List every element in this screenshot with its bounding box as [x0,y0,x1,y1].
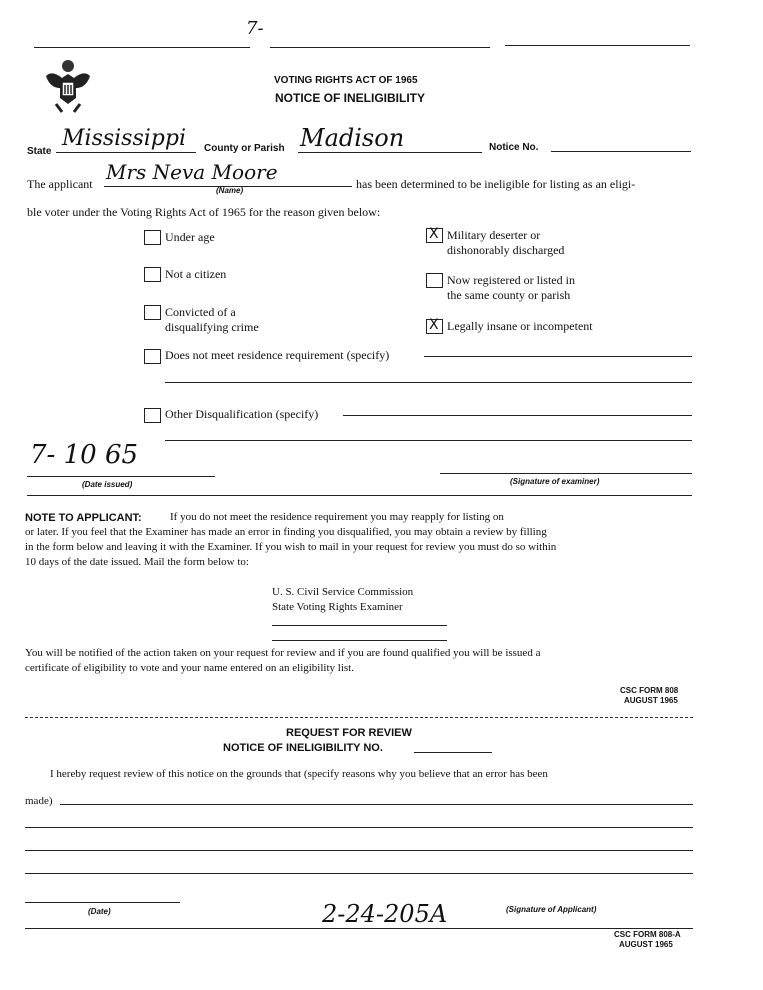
applicant-value: Mrs Neva Moore [106,160,278,184]
registered-label-2: the same county or parish [447,288,571,302]
review-date-line [25,902,180,903]
registered-checkbox[interactable] [426,273,443,288]
insane-label: Legally insane or incompetent [447,319,593,333]
not-citizen-checkbox[interactable] [144,267,161,282]
residence-checkbox[interactable] [144,349,161,364]
review-subtitle: NOTICE OF INELIGIBILITY NO. [223,742,383,754]
name-caption: (Name) [216,186,244,195]
under-age-label: Under age [165,230,215,244]
note-line-2: or later. If you feel that the Examiner has made an error in finding you disqualified, you may obtain a review by filling [25,526,547,538]
registered-label-1: Now registered or listed in [447,273,575,287]
request-line-2: made) [25,795,53,807]
date-issued-caption: (Date issued) [82,480,133,489]
determination-text-2: ble voter under the Voting Rights Act of 1965 for the reason given below: [27,205,381,219]
state-label: State [27,146,52,157]
other-checkbox[interactable] [144,408,161,423]
other-label: Other Disqualification (specify) [165,407,319,421]
date-issued-line [27,476,215,477]
determination-text: has been determined to be ineligible for listing as an eligi- [356,177,636,191]
other-line-2 [165,440,692,441]
county-label: County or Parish [204,143,285,154]
notified-line-2: certificate of eligibility to vote and your name entered on an eligibility list. [25,662,354,674]
residence-line-1 [424,356,692,357]
bottom-rule [25,928,693,929]
review-number-line [414,752,492,753]
convicted-checkbox[interactable] [144,305,161,320]
request-write-line-2[interactable] [25,827,693,828]
examiner-signature-line [440,473,692,474]
applicant-signature-value: 2-24-205A [322,900,448,928]
date-issued-value: 7- 10 65 [30,440,139,470]
act-title: VOTING RIGHTS ACT OF 1965 [274,75,418,86]
note-heading: NOTE TO APPLICANT: [25,512,142,524]
form-code-1: CSC FORM 808 [620,686,679,695]
top-handwritten-mark: 7- [246,18,264,39]
tear-line [25,717,693,718]
residence-line-2 [165,382,692,383]
convicted-label-2: disqualifying crime [165,320,259,334]
form-code-2: CSC FORM 808-A [614,930,681,939]
residence-label: Does not meet residence requirement (specify) [165,348,390,362]
note-line-3: in the form below and leaving it with the Examiner. If you wish to mail in your request for review you must do so within [25,541,557,553]
request-write-line-3[interactable] [25,850,693,851]
under-age-checkbox[interactable] [144,230,161,245]
request-line-1: I hereby request review of this notice on the grounds that (specify reasons why you believe that an error has been [50,768,548,780]
notice-no-label: Notice No. [489,142,539,153]
address-line-2: State Voting Rights Examiner [272,601,403,613]
notice-title: NOTICE OF INELIGIBILITY [275,91,425,105]
state-value: Mississippi [62,126,186,151]
note-line-4: 10 days of the date issued. Mail the form below to: [25,556,249,568]
address-line-1: U. S. Civil Service Commission [272,586,414,598]
notice-no-line [551,151,691,152]
military-label-2: dishonorably discharged [447,243,565,257]
note-line-1: If you do not meet the residence requirement you may reapply for listing on [170,511,504,523]
review-title: REQUEST FOR REVIEW [286,727,412,739]
insane-checkbox[interactable] [426,319,443,334]
applicant-signature-caption: (Signature of Applicant) [506,905,597,914]
state-line [56,152,196,153]
address-line-3 [272,625,447,626]
applicant-prefix: The applicant [27,177,93,191]
request-write-line-1[interactable] [60,804,693,805]
examiner-signature-caption: (Signature of examiner) [510,477,600,486]
review-date-caption: (Date) [88,907,111,916]
eagle-seal-icon [42,58,94,116]
request-write-line-4[interactable] [25,873,693,874]
military-checkbox[interactable] [426,228,443,243]
address-line-4 [272,640,447,641]
county-line [298,152,482,153]
military-label-1: Military deserter or [447,228,541,242]
other-line-1 [343,415,692,416]
top-rule-right [505,45,690,46]
top-rule-left [34,47,250,48]
not-citizen-label: Not a citizen [165,267,227,281]
top-rule-mid [270,47,490,48]
notified-line-1: You will be notified of the action taken on your request for review and if you are found qualified you will be issued a [25,647,541,659]
form-date-1: AUGUST 1965 [624,696,678,705]
convicted-label-1: Convicted of a [165,305,236,319]
form-date-2: AUGUST 1965 [619,940,673,949]
section-divider [27,495,692,496]
county-value: Madison [300,124,405,152]
